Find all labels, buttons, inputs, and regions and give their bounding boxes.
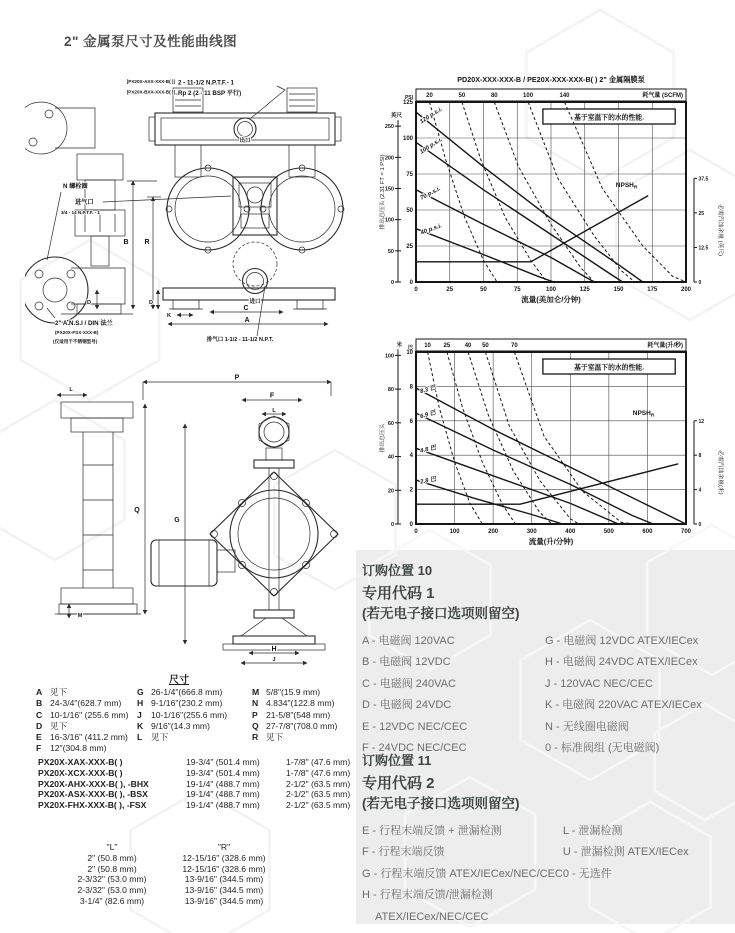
- svg-text:12.5: 12.5: [698, 245, 709, 252]
- discharge-chart-imperial: [376, 72, 728, 322]
- callout-model-a: [PX20X-AXX-XXX-B( )]: [126, 79, 175, 84]
- order-option: H - 行程末端反馈/泄漏检测: [362, 889, 493, 902]
- table-row: 2-3/32" (53.0 mm) 13-9/16" (344.5 mm): [77, 885, 264, 896]
- table-row: B 24-3/4"(628.7 mm): [36, 698, 122, 709]
- order-option: 0 - 标准阀组 (无电磁阀): [545, 742, 660, 755]
- dim-label-a: A: [244, 317, 250, 324]
- table-row: 2-3/32" (53.0 mm) 13-9/16" (344.5 mm): [77, 874, 264, 885]
- svg-text:排出总压头 (2.31 FT = 1 PSI): 排出总压头 (2.31 FT = 1 PSI): [380, 154, 386, 230]
- svg-text:25: 25: [446, 287, 454, 293]
- order-code-note: (若无电子接口选项则留空): [362, 795, 520, 811]
- dim-label-f: F: [269, 392, 275, 400]
- svg-text:4.8 巴: 4.8 巴: [419, 445, 437, 455]
- svg-text:4: 4: [409, 453, 413, 460]
- svg-text:10: 10: [424, 343, 431, 349]
- table-row: K 9/16"(14.3 mm): [137, 720, 210, 731]
- order-position-title: 订购位置 11: [362, 753, 432, 768]
- order-code-title: 专用代码 1: [362, 585, 435, 602]
- svg-text:100 p.s.i.: 100 p.s.i.: [419, 136, 444, 156]
- order-position-title: 订购位置 10: [362, 563, 433, 578]
- order-option: E - 12VDC NEC/CEC: [362, 720, 468, 733]
- svg-text:10: 10: [406, 350, 413, 356]
- svg-text:70: 70: [511, 343, 518, 349]
- svg-text:50: 50: [482, 343, 489, 349]
- flange-model-label: (PX20X-FSX-XXX-B): [55, 330, 99, 335]
- table-row: M 5/8"(15.9 mm): [252, 687, 321, 697]
- callout-thread-a: 2 - 11-1/2 N.P.T.F.- 1: [178, 79, 234, 87]
- air-inlet-thread-label: 3/4 - 14 N.P.T.F. - 1: [61, 210, 100, 215]
- svg-text:8: 8: [698, 453, 702, 460]
- svg-text:PSI: PSI: [404, 95, 413, 101]
- svg-text:150: 150: [384, 186, 394, 193]
- table-row: R 见下: [252, 732, 284, 743]
- svg-text:250: 250: [384, 124, 394, 131]
- svg-text:200: 200: [680, 287, 692, 293]
- table-row: PX20X-AHX-XXX-B( ), -BHX 19-1/4" (488.7 mm) 2-1/2" (63.5 mm): [38, 778, 351, 789]
- pump-dimension-drawing-top: [25, 68, 385, 368]
- table-row: 3-1/4" (82.6 mm) 13-9/16" (344.5 mm): [79, 895, 264, 906]
- dim-label-m: M: [77, 613, 83, 619]
- order-option: G - 电磁阀 12VDC ATEX/IECex: [545, 634, 699, 647]
- order-option: A - 电磁阀 120VAC: [362, 634, 455, 647]
- svg-text:25: 25: [443, 343, 451, 349]
- dim-label-j: J: [272, 657, 276, 663]
- table-row: N 4.834"(122.8 mm): [252, 698, 335, 709]
- ordering-section-11: [362, 750, 732, 928]
- svg-text:12: 12: [698, 418, 705, 425]
- dim-label-h: H: [271, 646, 277, 653]
- svg-text:40: 40: [387, 454, 394, 461]
- front-view-geometry: [151, 416, 338, 650]
- ordering-section-10: [362, 560, 732, 760]
- svg-text:50: 50: [387, 248, 394, 255]
- dim-label-k: K: [167, 313, 171, 319]
- svg-text:4: 4: [698, 487, 702, 494]
- table-row: E 16-3/16" (411.2 mm): [36, 732, 128, 743]
- order-option: L - 泄漏检测: [562, 824, 623, 837]
- svg-text:流量(升/分钟): 流量(升/分钟): [528, 537, 574, 546]
- svg-text:60: 60: [387, 420, 394, 427]
- svg-text:100: 100: [384, 217, 394, 224]
- table-row: Q 27-7/8"(708.0 mm): [252, 720, 338, 731]
- svg-text:流量(美加仑/分钟): 流量(美加仑/分钟): [521, 295, 581, 304]
- svg-text:PD20X-XXX-XXX-B / PE20X-XXX-XX: PD20X-XXX-XXX-B / PE20X-XXX-XXX-B( ) 2" 金属隔膜泵: [457, 75, 645, 84]
- table-row: C 10-1/16" (255.6 mm): [36, 709, 129, 720]
- svg-text:100: 100: [402, 136, 413, 142]
- svg-text:排出总压头: 排出总压头: [380, 423, 386, 453]
- table-row: PX20X-ASX-XXX-B( ), -BSX 19-1/4" (488.7 mm) 2-1/2" (63.5 mm): [38, 789, 351, 800]
- svg-text:巴: 巴: [407, 345, 413, 351]
- svg-text:米: 米: [396, 342, 402, 349]
- dim-label-d: D: [87, 300, 91, 306]
- table-row: A 见下: [36, 687, 68, 697]
- order-option: B - 电磁阀 12VDC: [362, 656, 451, 669]
- order-option: D - 电磁阀 24VDC: [362, 699, 452, 712]
- svg-text:必需汽蚀余量 (英尺): 必需汽蚀余量 (英尺): [717, 204, 723, 257]
- svg-text:0: 0: [414, 529, 418, 535]
- dim-label-d2: D: [149, 300, 153, 306]
- svg-text:140: 140: [559, 93, 570, 99]
- svg-text:150: 150: [613, 287, 624, 293]
- order-code-title: 专用代码 2: [362, 775, 435, 792]
- svg-text:8: 8: [409, 384, 413, 391]
- svg-text:0: 0: [414, 287, 418, 293]
- order-option: F - 行程末端反馈: [362, 846, 445, 859]
- svg-text:75: 75: [406, 172, 413, 178]
- svg-text:耗气量(升/秒): 耗气量(升/秒): [647, 343, 683, 349]
- svg-text:125: 125: [402, 100, 413, 106]
- pump-dimension-drawing-bottom: [25, 370, 385, 665]
- svg-text:80: 80: [490, 93, 498, 99]
- order-code-note: (若无电子接口选项则留空): [362, 605, 520, 621]
- svg-text:37.5: 37.5: [698, 176, 709, 183]
- order-option: H - 电磁阀 24VDC ATEX/IECex: [545, 656, 698, 669]
- svg-text:NPSHR: $NPSH_R$: [615, 181, 638, 191]
- svg-text:25: 25: [406, 244, 413, 250]
- svg-text:必需汽蚀余量(米): 必需汽蚀余量(米): [717, 450, 723, 495]
- dim-label-g: G: [174, 517, 180, 524]
- svg-text:75: 75: [513, 287, 521, 293]
- side-view-geometry: [55, 402, 141, 614]
- svg-text:6: 6: [409, 418, 413, 425]
- page-title: 2" 金属泵尺寸及性能曲线图: [64, 34, 238, 49]
- svg-text:NPSHR: $NPSH_R$: [632, 409, 655, 419]
- svg-text:基于室温下的水的性能.: 基于室温下的水的性能.: [574, 114, 644, 122]
- svg-text:600: 600: [642, 529, 653, 535]
- svg-text:0: 0: [390, 280, 394, 286]
- air-inlet-label: 进气口: [75, 199, 94, 206]
- dim-label-p: P: [234, 374, 240, 382]
- dimension-table-col1: [36, 687, 129, 755]
- svg-text:50: 50: [480, 287, 487, 293]
- table-row: L 见下: [137, 732, 169, 743]
- table-row: PX20X-FHX-XXX-B( ), -FSX 19-1/4" (488.7 mm) 2-1/2" (63.5 mm): [38, 800, 351, 811]
- dim-label-l-front: L: [272, 408, 276, 414]
- svg-text:80: 80: [387, 387, 394, 394]
- dimension-lines: [57, 382, 331, 663]
- dim-label-l-side: L: [69, 387, 73, 393]
- inlet-label: 进口: [249, 299, 261, 305]
- svg-text:0: 0: [698, 280, 702, 286]
- chart-svg: [376, 72, 728, 322]
- svg-text:0: 0: [409, 522, 413, 528]
- order-option: F - 24VDC NEC/CEC: [362, 742, 467, 755]
- table-row: G 26-1/4"(666.8 mm): [137, 687, 223, 697]
- dim-label-r: R: [144, 239, 150, 246]
- svg-text:耗气量 (SCFM): 耗气量 (SCFM): [642, 93, 683, 99]
- table-row: J 10-1/16"(255.6 mm): [137, 709, 228, 720]
- svg-text:200: 200: [384, 155, 394, 162]
- dimension-table-col3: [252, 687, 337, 743]
- table-row: PX20X-XCX-XXX-B( ) 19-3/4" (501.4 mm) 1-7/8" (47.6 mm): [38, 767, 351, 778]
- order-option: C - 电磁阀 240VAC: [362, 677, 456, 690]
- dim-label-b: B: [123, 239, 129, 246]
- svg-text:175: 175: [647, 287, 658, 293]
- svg-text:2.8 巴: 2.8 巴: [419, 476, 437, 486]
- svg-text:100: 100: [545, 287, 557, 293]
- table-row: D 见下: [36, 720, 68, 731]
- svg-text:40: 40: [464, 343, 472, 349]
- callout-thread-b: Rp 2 (2 - 11 BSP 平行): [178, 90, 242, 97]
- svg-text:100: 100: [449, 529, 460, 535]
- svg-text:8.3 巴: 8.3 巴: [419, 385, 437, 396]
- svg-text:基于室温下的水的性能.: 基于室温下的水的性能.: [574, 364, 644, 372]
- svg-text:25: 25: [698, 210, 705, 217]
- order-option: U - 泄漏检测 ATEX/IECex: [562, 846, 689, 859]
- svg-text:0: 0: [409, 280, 413, 286]
- svg-text:0: 0: [390, 522, 394, 528]
- flange-note-label: (仅适用于不锈钢型号): [53, 339, 98, 344]
- order-option-continuation: ATEX/IECex/NEC/CEC: [375, 910, 489, 923]
- svg-text:500: 500: [603, 529, 614, 535]
- svg-text:英尺: 英尺: [390, 113, 402, 120]
- table-row: 2" (50.8 mm) 12-15/16" (328.6 mm): [87, 852, 266, 863]
- svg-text:125: 125: [579, 287, 590, 293]
- order-option: 0 - 无选件: [562, 867, 612, 880]
- dim-label-c: C: [243, 305, 249, 312]
- svg-text:120 p.s.i.: 120 p.s.i.: [419, 106, 444, 126]
- order-option: N - 无线圈电磁阀: [545, 720, 629, 733]
- table-row: 2" (50.8 mm) 12-15/16" (328.6 mm): [87, 863, 266, 874]
- svg-text:0: 0: [698, 522, 702, 528]
- bolt-circle-label: N 螺栓圈: [63, 183, 88, 190]
- svg-text:100: 100: [384, 353, 394, 360]
- svg-text:100: 100: [523, 93, 534, 99]
- order-options-left: [362, 821, 563, 929]
- order-option: E - 行程末端反馈 + 泄漏检测: [362, 824, 502, 837]
- dim-table-header: 尺寸: [169, 675, 189, 686]
- svg-text:20: 20: [387, 488, 394, 495]
- order-options-right: [545, 631, 702, 760]
- svg-text:200: 200: [488, 529, 499, 535]
- table-row: PX20X-XAX-XXX-B( ) 19-3/4" (501.4 mm) 1-7/8" (47.6 mm): [38, 757, 351, 767]
- svg-text:300: 300: [526, 529, 537, 535]
- dim-label-q: Q: [134, 507, 140, 514]
- svg-text:70 p.s.i.: 70 p.s.i.: [419, 186, 442, 202]
- exhaust-label: 排气口 1-1/2 - 11-1/2 N.P.T.: [206, 337, 274, 343]
- svg-text:20: 20: [426, 93, 433, 99]
- order-option: G - 行程末端反馈 ATEX/IECex/NEC/CEC: [362, 867, 563, 880]
- svg-text:50: 50: [458, 93, 466, 99]
- flange-label: 2" A.N.S.I / DIN 法兰: [55, 320, 113, 327]
- order-options-left: [362, 631, 545, 760]
- order-option: J - 120VAC NEC/CEC: [545, 677, 653, 690]
- svg-text:40 p.s.i.: 40 p.s.i.: [420, 223, 443, 237]
- table-row: F 12"(304.8 mm): [36, 743, 107, 754]
- lr-dimension-table: [66, 842, 290, 907]
- table-row: P 21-5/8"(548 mm): [252, 709, 331, 720]
- table-row: H 9-1/16"(230.2 mm): [137, 698, 223, 709]
- dimension-table-col2: [137, 687, 227, 743]
- order-option: K - 电磁阀 220VAC ATEX/IECex: [545, 699, 702, 712]
- callout-model-b: [PX20X-BXX-XXX-B( )]: [126, 89, 175, 95]
- svg-text:50: 50: [406, 208, 413, 214]
- outlet-label: 出口: [239, 138, 251, 144]
- svg-text:400: 400: [565, 529, 576, 535]
- chart-svg: [376, 330, 728, 556]
- discharge-chart-metric: [376, 330, 728, 556]
- table-header-row: "L" "R": [106, 842, 231, 852]
- svg-text:6.9 巴: 6.9 巴: [419, 409, 437, 421]
- order-options-right: [563, 821, 689, 929]
- svg-text:2: 2: [409, 487, 413, 494]
- model-variant-table: [38, 757, 350, 811]
- svg-text:700: 700: [680, 529, 692, 535]
